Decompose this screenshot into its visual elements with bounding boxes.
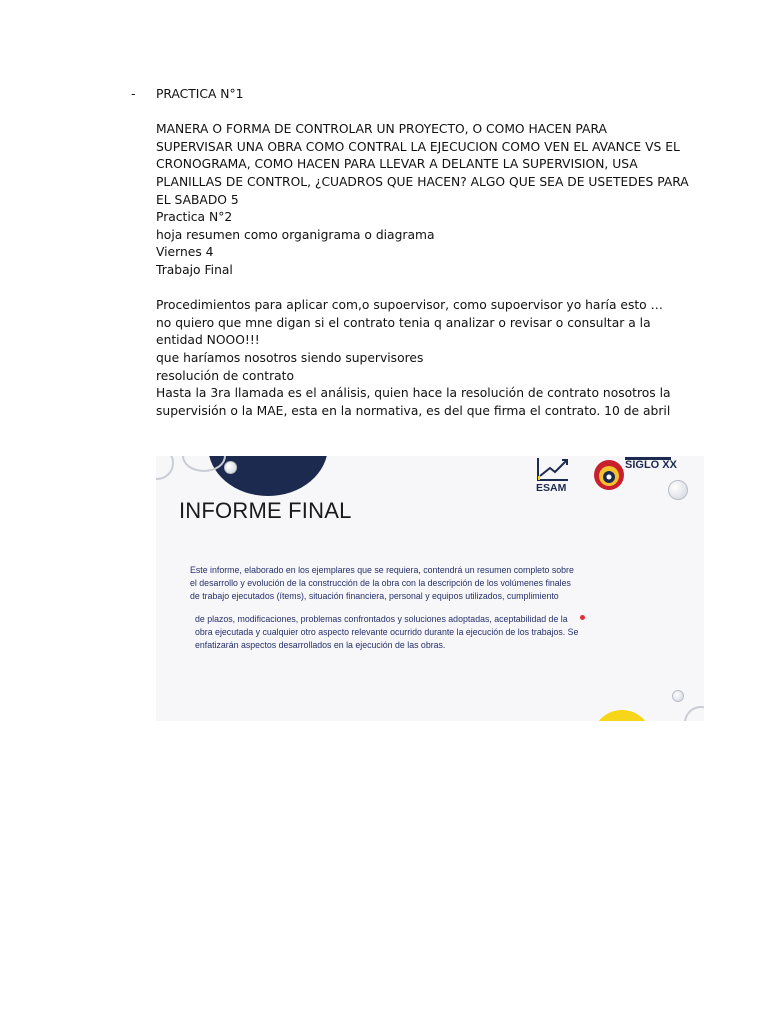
decorative-bubble	[224, 461, 237, 474]
blank-line	[156, 280, 656, 298]
text-line: CRONOGRAMA, COMO HACEN PARA LLEVAR A DELANTE LA SUPERVISION, USA	[156, 157, 638, 172]
text-line: no quiero que mne digan si el contrato tenia q analizar o revisar o consultar a la	[156, 315, 651, 330]
text-line: Viernes 4	[156, 245, 214, 260]
decorative-ring	[684, 706, 704, 721]
text-line: PLANILLAS DE CONTROL, ¿CUADROS QUE HACEN? ALGO QUE SEA DE USETEDES PARA	[156, 174, 689, 189]
text-line: Procedimientos para aplicar com,o supoervisor, como supoervisor yo haría esto …	[156, 298, 663, 313]
text-line: resolución de contrato	[156, 368, 295, 383]
text-line: SUPERVISAR UNA OBRA COMO CONTRAL LA EJECUCION COMO VEN EL AVANCE VS EL	[156, 139, 680, 154]
text-line: entidad NOOO!!!	[156, 333, 260, 348]
slide-paragraph-line: de trabajo ejecutados (ítems), situación financiera, personal y equipos utilizados, cumplimiento	[190, 591, 559, 601]
text-line: Trabajo Final	[156, 262, 233, 277]
embedded-slide-image	[156, 456, 704, 721]
esam-logo-text: ESAM	[536, 482, 567, 494]
decorative-yellow-circle	[592, 710, 652, 721]
slide-title: INFORME FINAL	[179, 498, 352, 523]
text-line: hoja resumen como organigrama o diagrama	[156, 227, 435, 242]
slide-paragraph	[190, 564, 640, 603]
text-line: supervisión o la MAE, esta en la normativa, es del que firma el contrato. 10 de abril	[156, 403, 671, 418]
document-text	[156, 86, 689, 420]
laser-pointer-dot	[580, 615, 585, 620]
slide-paragraph-line: enfatizarán aspectos desarrollados en la ejecución de las obras.	[195, 640, 446, 650]
text-line: Hasta la 3ra llamada es el análisis, quien hace la resolución de contrato nosotros la	[156, 386, 671, 401]
text-line: PRACTICA N°1	[156, 87, 244, 101]
slide-paragraph	[195, 613, 645, 652]
blank-line	[156, 104, 656, 122]
slide-paragraph-line: obra ejecutada y cualquier otro aspecto relevante ocurrido durante la ejecución de los trabajos. Se	[195, 627, 579, 637]
decorative-ring	[156, 456, 174, 480]
university-seal-icon	[592, 456, 626, 494]
text-line: EL SABADO 5	[156, 192, 239, 207]
text-line: que haríamos nosotros siendo supervisores	[156, 350, 424, 365]
decorative-bubble	[668, 480, 688, 500]
slide-paragraph-line: Este informe, elaborado en los ejemplares que se requiera, contendrá un resumen completo sobre	[190, 565, 574, 575]
university-name-text: SIGLO XX	[625, 459, 677, 471]
slide-paragraph-line: el desarrollo y evolución de la construcción de la obra con la descripción de los volúmenes finales	[190, 578, 571, 588]
list-bullet: -	[131, 86, 136, 101]
text-line: Practica N°2	[156, 210, 233, 225]
slide-paragraph-line: de plazos, modificaciones, problemas confrontados y soluciones adoptadas, aceptabilidad de la	[195, 614, 568, 624]
text-line: MANERA O FORMA DE CONTROLAR UN PROYECTO, O COMO HACEN PARA	[156, 122, 607, 137]
decorative-bubble	[672, 690, 684, 702]
